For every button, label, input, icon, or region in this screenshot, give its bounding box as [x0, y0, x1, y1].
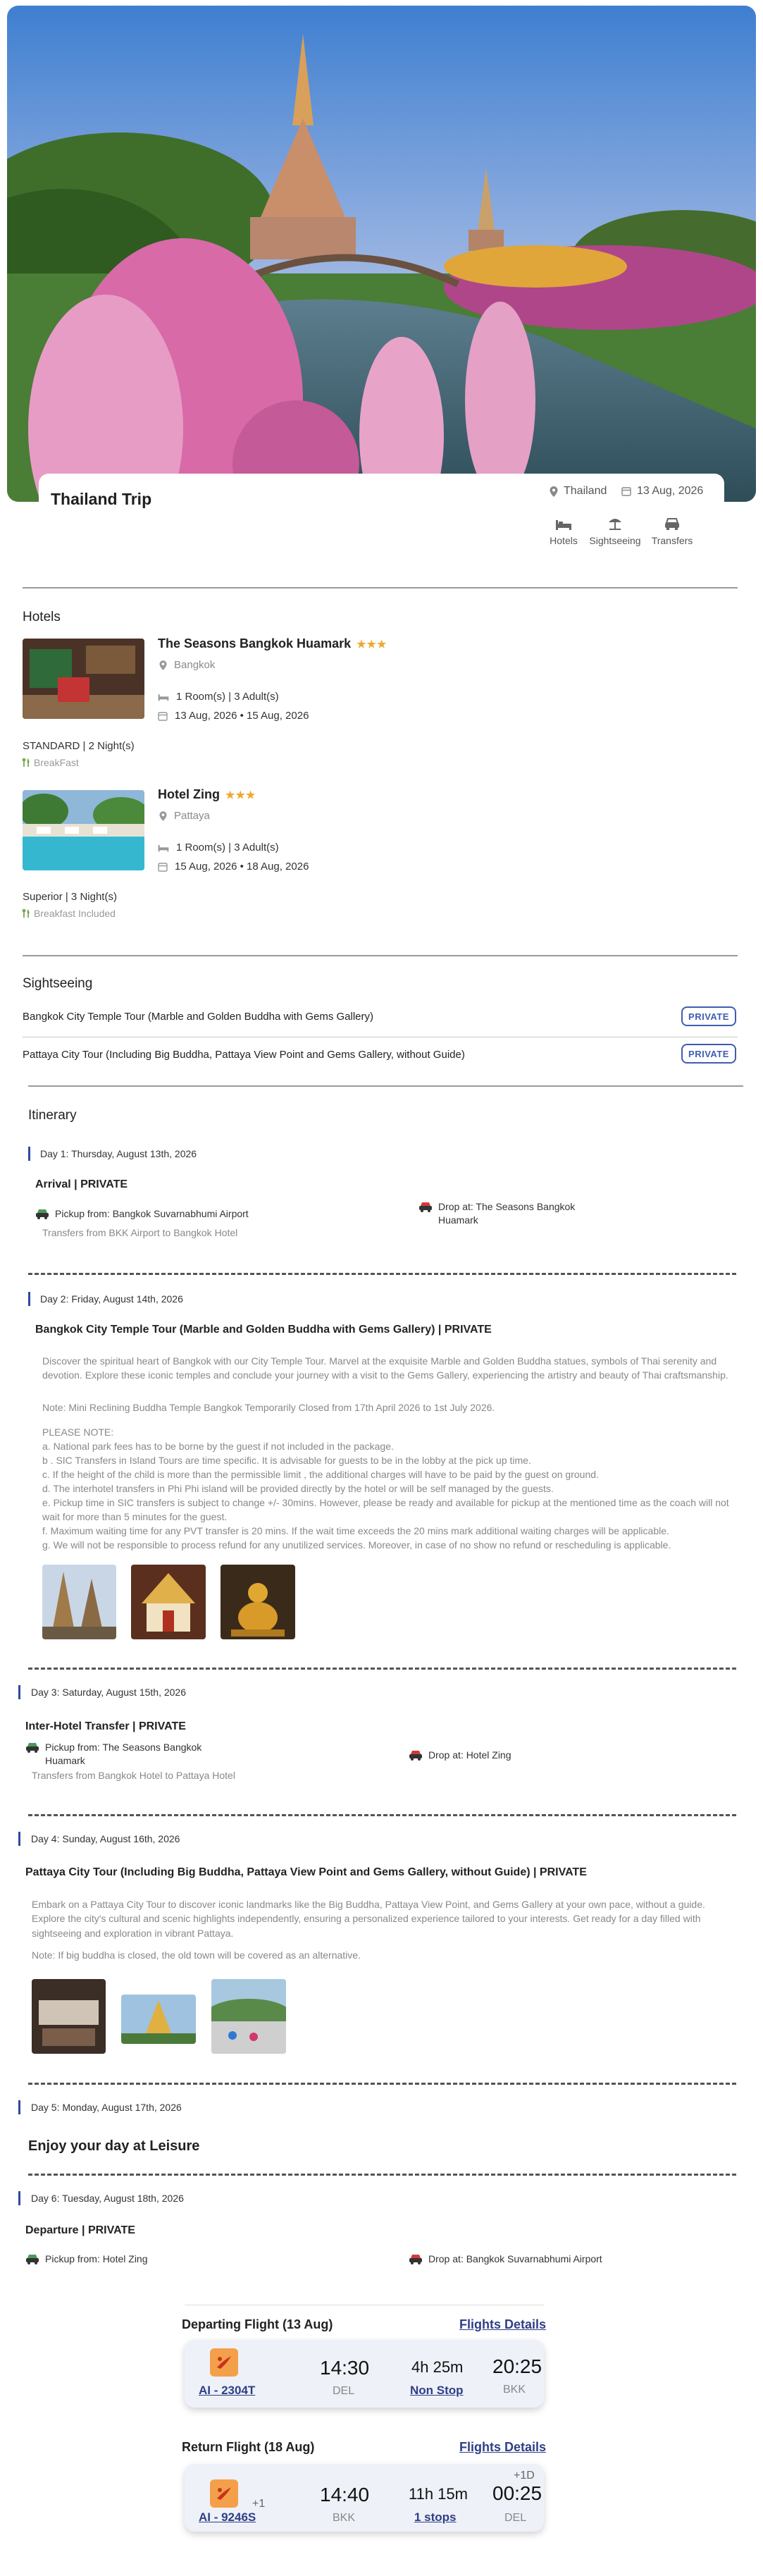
- pickup-label: Pickup from: Hotel Zing: [45, 2253, 148, 2264]
- hotel-dates: [158, 861, 309, 873]
- hotel-name[interactable]: [158, 636, 387, 651]
- transfer-title: Inter-Hotel Transfer | PRIVATE: [25, 1720, 186, 1732]
- drop-info: [409, 2253, 690, 2266]
- departing-flight-card[interactable]: [185, 2340, 544, 2408]
- drop-label: Drop at: Bangkok Suvarnabhumi Airport: [428, 2253, 602, 2264]
- hotel-room-type: Superior | 3 Night(s): [23, 891, 117, 903]
- day-marker: [18, 2191, 20, 2205]
- day-separator: [28, 1668, 736, 1670]
- pickup-label: Pickup from: The Seasons Bangkok Huamark: [45, 1742, 202, 1766]
- hotel-city: [159, 659, 215, 671]
- umbrella-beach-icon: [607, 517, 624, 531]
- hotel-rooms: [158, 691, 279, 703]
- hotels-section-title: Hotels: [23, 610, 61, 624]
- hotel-name[interactable]: [158, 787, 256, 802]
- tour-image[interactable]: [42, 1565, 116, 1639]
- bed-icon: [158, 693, 169, 701]
- day-separator: [28, 1273, 736, 1275]
- note-point: c. If the height of the child is more than the permissible limit , the additional charges will have to be paid by the guest on ground.: [42, 1469, 599, 1480]
- drop-label: Drop at: Hotel Zing: [428, 1749, 511, 1761]
- airline-logo-icon: [210, 2348, 238, 2377]
- transfer-title: Departure | PRIVATE: [25, 2224, 135, 2236]
- trip-country-label: Thailand: [564, 485, 607, 497]
- divider: [23, 955, 738, 956]
- bed-icon: [158, 844, 169, 852]
- departure-city: BKK: [333, 2512, 356, 2524]
- flight-details-link[interactable]: Flights Details: [459, 2440, 547, 2454]
- flight-stops-link[interactable]: Non Stop: [410, 2384, 464, 2397]
- trip-date: [621, 485, 703, 498]
- hotel-city-label: Pattaya: [174, 810, 210, 822]
- arrival-city: DEL: [504, 2512, 527, 2524]
- tour-image[interactable]: [32, 1979, 106, 2054]
- private-badge: PRIVATE: [681, 1006, 736, 1026]
- day-separator: [28, 1814, 736, 1816]
- drop-label: Drop at: The Seasons Bangkok Huamark: [438, 1201, 576, 1226]
- day-label: Day 1: Thursday, August 13th, 2026: [40, 1148, 197, 1159]
- please-note-title: PLEASE NOTE:: [42, 1426, 114, 1438]
- hotel-dates-label: 13 Aug, 2026 • 15 Aug, 2026: [175, 710, 309, 722]
- tour-image[interactable]: [211, 1979, 286, 2054]
- location-pin-icon: [159, 811, 167, 821]
- note-point: b . SIC Transfers in Island Tours are time specific. It is advisable for guests to be in the lobby at the pick up time.: [42, 1455, 531, 1466]
- trip-title: Thailand Trip: [51, 490, 152, 508]
- transfer-note: Transfers from Bangkok Hotel to Pattaya Hotel: [32, 1770, 235, 1781]
- pickup-info: [25, 2253, 237, 2266]
- sightseeing-item[interactable]: Bangkok City Temple Tour (Marble and Golden Buddha with Gems Gallery): [23, 1011, 374, 1023]
- pickup-info: [35, 1207, 282, 1221]
- tour-title: Pattaya City Tour (Including Big Buddha, Pattaya View Point and Gems Gallery, without Guide) | PRIVATE: [25, 1866, 587, 1878]
- note-point: d. The interhotel transfers in Phi Phi island will be provided directly by the hotel or will be self managed by the guests.: [42, 1483, 554, 1494]
- arrival-city: BKK: [503, 2384, 526, 2396]
- pickup-info: [25, 1741, 244, 1768]
- departure-city: DEL: [333, 2385, 355, 2397]
- day-label: Day 2: Friday, August 14th, 2026: [40, 1293, 183, 1305]
- hotel-dates-label: 15 Aug, 2026 • 18 Aug, 2026: [175, 861, 309, 873]
- tour-image[interactable]: [121, 1995, 196, 2044]
- hotel-image: [23, 639, 144, 719]
- flight-duration: 11h 15m: [409, 2485, 468, 2503]
- pickup-car-icon: [25, 1742, 39, 1753]
- more-airlines-count: +1: [252, 2498, 266, 2510]
- nav-hotels-label: Hotels: [550, 535, 578, 546]
- divider: [28, 1085, 743, 1087]
- tour-note: Note: Mini Reclining Buddha Temple Bangkok Temporarily Closed from 17th April 2026 to 1st July 2026.: [42, 1402, 495, 1413]
- next-day-badge: +1D: [514, 2470, 535, 2482]
- departure-time: 14:40: [320, 2484, 370, 2506]
- arrival-time: 20:25: [492, 2355, 542, 2377]
- departing-flight-title: Departing Flight (13 Aug): [182, 2317, 333, 2331]
- day-label: Day 6: Tuesday, August 18th, 2026: [31, 2193, 184, 2204]
- day-marker: [28, 1292, 30, 1306]
- arrival-time: 00:25: [492, 2482, 542, 2504]
- airline-logo-icon: [210, 2479, 238, 2508]
- tour-description: Embark on a Pattaya City Tour to discover iconic landmarks like the Big Buddha, Pattaya View Point, and Gems Gallery at your own pace, without a guide. Explore the city's cultural and scenic highlights independently, ensuring a personalized experience tailored to your interests. Get ready for a day filled with sightseeing and exploration in vibrant Pattaya.: [32, 1899, 705, 1939]
- hotel-rooms-label: 1 Room(s) | 3 Adult(s): [176, 842, 279, 853]
- pickup-car-icon: [35, 1208, 49, 1219]
- drop-info: [409, 1749, 620, 1762]
- nav-sightseeing[interactable]: [587, 517, 643, 546]
- hotel-star-rating: ★★★: [225, 789, 256, 801]
- note-point: g. We will not be responsible to process refund for any unutilized services. Moreover, in case of no show no refund or rescheduling is applicable.: [42, 1539, 671, 1551]
- private-badge: PRIVATE: [681, 1044, 736, 1064]
- day-marker: [28, 1147, 30, 1161]
- drop-car-icon: [418, 1201, 433, 1212]
- transfer-note: Transfers from BKK Airport to Bangkok Hotel: [42, 1227, 238, 1238]
- note-point: e. Pickup time in SIC transfers is subject to change +/- 30mins. However, please be ready and available for pickup at the mentioned time as the coach will not wait for more than 5 minutes for the guest.: [42, 1497, 729, 1523]
- fork-knife-icon: [23, 758, 30, 767]
- location-pin-icon: [159, 660, 167, 670]
- hotel-meal-label: BreakFast: [34, 757, 79, 768]
- day-marker: [18, 1832, 20, 1846]
- trip-country: [550, 485, 607, 498]
- hotel-city-label: Bangkok: [174, 659, 216, 671]
- day-separator: [28, 2174, 736, 2176]
- pickup-car-icon: [25, 2253, 39, 2264]
- tour-title: Bangkok City Temple Tour (Marble and Golden Buddha with Gems Gallery) | PRIVATE: [35, 1324, 492, 1336]
- nav-transfers-label: Transfers: [651, 535, 693, 546]
- sightseeing-section-title: Sightseeing: [23, 976, 93, 991]
- pickup-label: Pickup from: Bangkok Suvarnabhumi Airport: [55, 1208, 249, 1219]
- flight-number-link[interactable]: AI - 2304T: [199, 2384, 256, 2397]
- hotel-room-type: STANDARD | 2 Night(s): [23, 740, 135, 752]
- day-marker: [18, 1685, 20, 1699]
- return-flight-title: Return Flight (18 Aug): [182, 2440, 315, 2454]
- hero-image: [7, 6, 756, 502]
- transfer-title: Arrival | PRIVATE: [35, 1178, 128, 1190]
- leisure-title: Enjoy your day at Leisure: [28, 2138, 200, 2154]
- tour-image[interactable]: [131, 1565, 206, 1639]
- drop-car-icon: [409, 2253, 423, 2264]
- nav-sightseeing-label: Sightseeing: [589, 535, 641, 546]
- car-icon: [664, 517, 681, 531]
- itinerary-section-title: Itinerary: [28, 1108, 77, 1123]
- hotel-rooms-label: 1 Room(s) | 3 Adult(s): [176, 691, 279, 703]
- hotel-city: [159, 810, 210, 822]
- hotel-meal-label: Breakfast Included: [34, 908, 116, 919]
- flight-number-link[interactable]: AI - 9246S: [199, 2510, 256, 2524]
- sightseeing-item[interactable]: Pattaya City Tour (Including Big Buddha, Pattaya View Point and Gems Gallery, without Guide): [23, 1049, 465, 1061]
- hotel-star-rating: ★★★: [356, 639, 387, 651]
- day-label: Day 4: Sunday, August 16th, 2026: [31, 1833, 180, 1844]
- hotel-meal: [23, 908, 116, 919]
- hotel-dates: [158, 710, 309, 722]
- flight-duration: 4h 25m: [411, 2358, 464, 2376]
- divider: [23, 587, 738, 588]
- trip-date-label: 13 Aug, 2026: [637, 485, 704, 497]
- hotel-name-text: The Seasons Bangkok Huamark: [158, 636, 352, 651]
- hotel-meal: [23, 757, 79, 768]
- departure-time: 14:30: [320, 2357, 370, 2379]
- day-label: Day 3: Saturday, August 15th, 2026: [31, 1687, 187, 1698]
- note-point: f. Maximum waiting time for any PVT transfer is 20 mins. If the wait time exceeds the 20 mins mark additional waiting charges will be applicable.: [42, 1525, 669, 1536]
- day-label: Day 5: Monday, August 17th, 2026: [31, 2102, 182, 2113]
- hotel-rooms: [158, 842, 279, 853]
- tour-note: Note: If big buddha is closed, the old town will be covered as an alternative.: [32, 1949, 361, 1961]
- drop-car-icon: [409, 1749, 423, 1761]
- note-point: a. National park fees has to be borne by the guest if not included in the package.: [42, 1441, 394, 1452]
- drop-info: [418, 1200, 602, 1227]
- flight-stops-link[interactable]: 1 stops: [414, 2510, 457, 2524]
- flight-details-link[interactable]: Flights Details: [459, 2317, 547, 2331]
- fork-knife-icon: [23, 909, 30, 918]
- location-pin-icon: [550, 486, 558, 497]
- hotel-image: [23, 790, 144, 870]
- calendar-icon: [621, 486, 631, 496]
- calendar-icon: [158, 862, 168, 872]
- nav-hotels[interactable]: [535, 518, 592, 546]
- bed-icon: [555, 518, 572, 531]
- tour-image[interactable]: [221, 1565, 295, 1639]
- day-separator: [28, 2083, 736, 2085]
- day-marker: [18, 2100, 20, 2114]
- tour-description: Discover the spiritual heart of Bangkok with our City Temple Tour. Marvel at the exquisite Marble and Golden Buddha statues, symbols of Thai serenity and devotion. Explore these iconic temples and conclude your journey with a visit to the Gems Gallery, experiencing the artistry and beauty of Thai craftsmanship.: [42, 1355, 728, 1381]
- return-flight-card[interactable]: [185, 2464, 544, 2532]
- calendar-icon: [158, 711, 168, 721]
- hotel-name-text: Hotel Zing: [158, 787, 220, 801]
- nav-transfers[interactable]: [644, 517, 700, 546]
